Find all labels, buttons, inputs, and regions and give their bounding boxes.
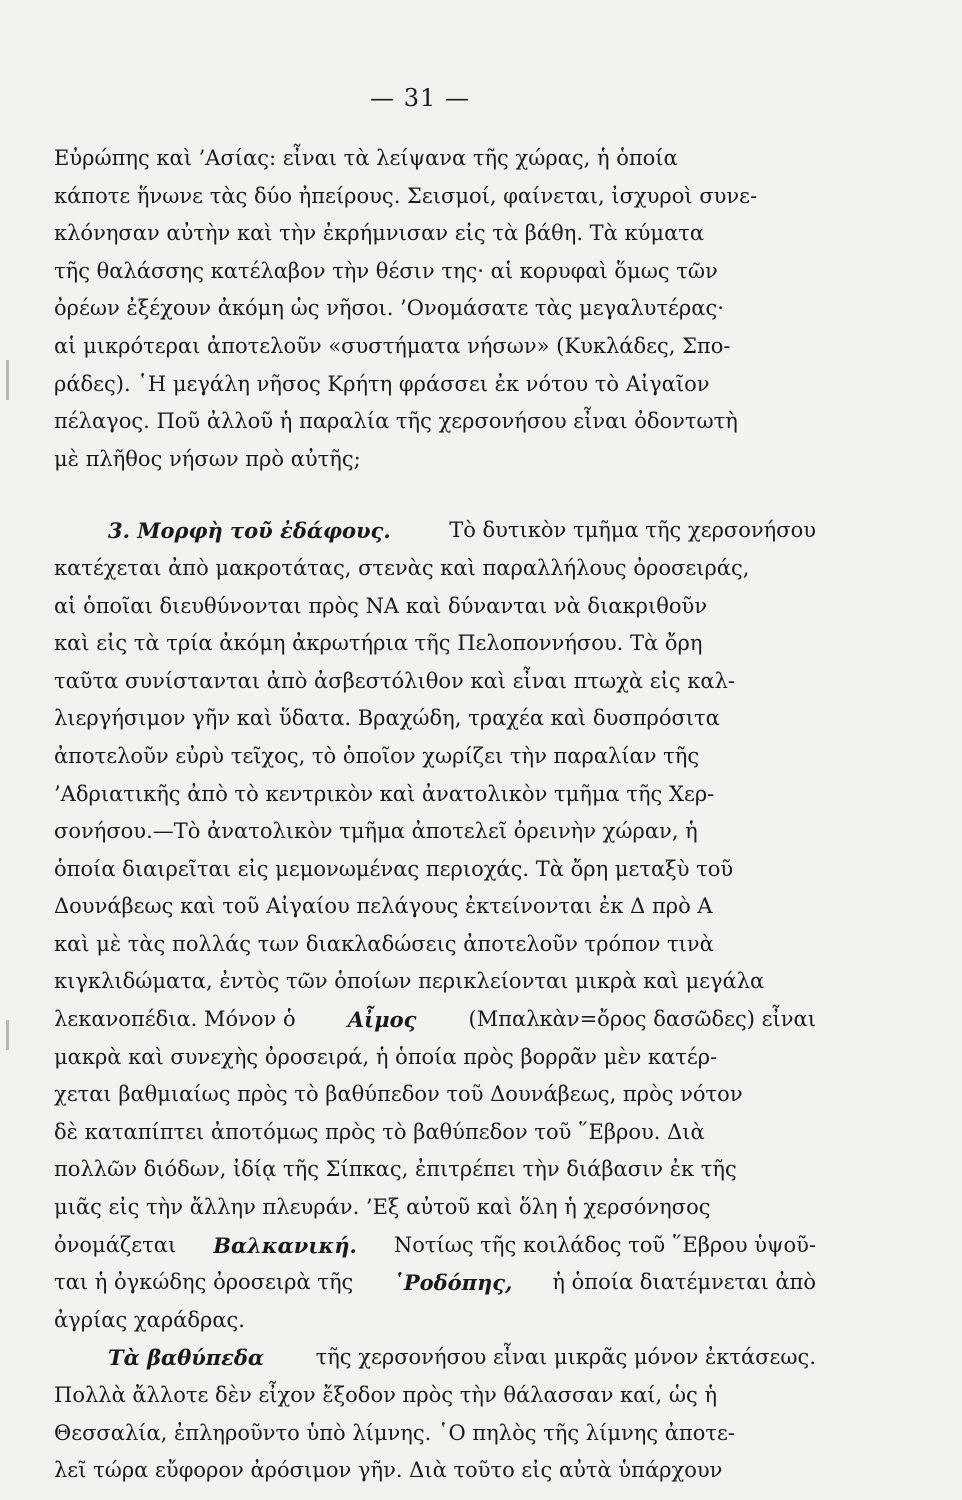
text-segment: ταῦτα συνίστανται ἀπὸ ἀσβεστόλιθον καὶ εἶναι πτωχὰ εἰς καλ- <box>54 668 736 693</box>
text-line <box>54 1076 816 1114</box>
binding-shadow <box>6 360 9 400</box>
text-segment: λιεργήσιμον γῆν καὶ ὕδατα. Βραχώδη, τραχέα καὶ δυσπρόσιτα <box>54 706 720 731</box>
text-segment: ὀρέων ἐξέχουν ἀκόμη ὡς νῆσοι. ’Ονομάσατε τὰς μεγαλυτέρας· <box>54 296 724 321</box>
section-heading: 3. Μορφὴ τοῦ ἐδάφους. <box>108 518 391 544</box>
text-segment: κατέχεται ἀπὸ μακροτάτας, στενὰς καὶ παραλλήλους ὀροσειράς, <box>54 555 750 580</box>
paragraph-gap <box>54 478 816 512</box>
text-segment: λεῖ τώρα εὔφορον ἀρόσιμον γῆν. Διὰ τοῦτο εἰς αὐτὰ ὑπάρχουν <box>54 1458 723 1483</box>
text-segment: Δουνάβεως καὶ τοῦ Αἰγαίου πελάγους ἐκτείνονται ἐκ Δ πρὸ Α <box>54 894 713 919</box>
text-line <box>54 776 816 814</box>
text-segment: καὶ εἰς τὰ τρία ἀκόμη ἀκρωτήρια τῆς Πελοποννήσου. Τὰ ὄρη <box>54 631 703 656</box>
text-segment: (Μπαλκὰν=ὄρος δασῶδες) εἶναι <box>468 1007 816 1032</box>
text-line <box>54 512 816 550</box>
text-line <box>54 1151 816 1189</box>
text-line <box>54 1452 816 1490</box>
body-text <box>54 140 816 1490</box>
text-line <box>54 1415 816 1453</box>
text-segment: Τὸ δυτικὸν τμῆμα τῆς χερσονήσου <box>449 518 816 543</box>
text-line <box>54 1227 816 1265</box>
binding-shadow <box>6 1020 9 1050</box>
text-segment: Εὐρώπης καὶ ’Ασίας: εἶναι τὰ λείψανα τῆς χώρας, ἡ ὁποία <box>54 146 678 170</box>
text-segment: δὲ καταπίπτει ἀποτόμως πρὸς τὸ βαθύπεδον τοῦ ῞Εβρου. Διὰ <box>54 1119 705 1144</box>
text-segment: μακρὰ καὶ συνεχὴς ὀροσειρά, ἡ ὁποία πρὸς βορρᾶν μὲν κατέρ- <box>54 1044 718 1069</box>
text-segment: μὲ πλῆθος νήσων πρὸ αὐτῆς; <box>54 446 361 471</box>
text-segment: αἱ μικρότεραι ἀποτελοῦν «συστήματα νήσων» (Κυκλάδες, Σπο- <box>54 333 731 358</box>
text-line <box>54 851 816 889</box>
text-line <box>54 1302 816 1340</box>
text-line <box>54 366 816 404</box>
text-line <box>54 1339 816 1377</box>
text-segment: ἀγρίας χαράδρας. <box>54 1307 245 1332</box>
text-line <box>54 1264 816 1302</box>
text-line <box>54 588 816 626</box>
text-line <box>54 700 816 738</box>
text-segment: Πολλὰ ἄλλοτε δὲν εἶχον ἔξοδον πρὸς τὴν θάλασσαν καί, ὡς ἡ <box>54 1383 718 1407</box>
text-segment: μιᾶς εἰς τὴν ἄλλην πλευράν. ’Εξ αὐτοῦ καὶ ὅλη ἡ χερσόνησος <box>54 1195 711 1220</box>
text-segment: λεκανοπέδια. Μόνον ὁ <box>54 1007 296 1032</box>
text-line <box>54 1114 816 1152</box>
text-line <box>54 888 816 926</box>
page-number: — 31 — <box>370 84 470 112</box>
text-line <box>54 1001 816 1039</box>
text-segment: ὁποία διαιρεῖται εἰς μεμονωμένας περιοχάς. Τὰ ὄρη μεταξὺ τοῦ <box>54 856 734 881</box>
text-line <box>54 1189 816 1227</box>
text-line <box>54 926 816 964</box>
text-segment: κάποτε ἥνωνε τὰς δύο ἠπείρους. Σεισμοί, φαίνεται, ἰσχυροὶ συνε- <box>54 183 758 208</box>
text-line <box>54 215 816 253</box>
text-line <box>54 963 816 1001</box>
text-line <box>54 328 816 366</box>
text-segment: πέλαγος. Ποῦ ἀλλοῦ ἡ παραλία τῆς χερσονήσου εἶναι ὀδοντωτὴ <box>54 409 738 434</box>
text-line <box>54 663 816 701</box>
text-segment: ται ἡ ὀγκώδης ὀροσειρὰ τῆς <box>54 1270 354 1295</box>
text-line <box>54 441 816 479</box>
text-line <box>54 253 816 291</box>
text-line <box>54 140 816 178</box>
text-line <box>54 738 816 776</box>
text-segment: ’Αδριατικῆς ἀπὸ τὸ κεντρικὸν καὶ ἀνατολικὸν τμῆμα τῆς Χερ- <box>54 781 715 806</box>
emphasized-term: Αἶμος <box>347 1007 417 1033</box>
text-segment: ἡ ὁποία διατέμνεται ἀπὸ <box>552 1270 816 1295</box>
paragraph <box>54 1339 816 1489</box>
text-line <box>54 403 816 441</box>
text-line <box>54 550 816 588</box>
text-segment: αἱ ὁποῖαι διευθύνονται πρὸς ΝΑ καὶ δύνανται νὰ διακριθοῦν <box>54 593 708 618</box>
text-segment: κλόνησαν αὐτὴν καὶ τὴν ἐκρήμνισαν εἰς τὰ βάθη. Τὰ κύματα <box>54 221 705 246</box>
text-segment: Νοτίως τῆς κοιλάδος τοῦ ῞Εβρου ὑψοῦ- <box>393 1232 816 1257</box>
text-line <box>54 178 816 216</box>
text-segment: Θεσσαλία, ἐπληροῦντο ὑπὸ λίμνης. ῾Ο πηλὸς τῆς λίμνης ἀποτε- <box>54 1420 735 1445</box>
text-segment: καὶ μὲ τὰς πολλάς των διακλαδώσεις ἀποτελοῦν τρόπον τινὰ <box>54 931 714 956</box>
text-line <box>54 625 816 663</box>
text-segment: ράδες). ῾Η μεγάλη νῆσος Κρήτη φράσσει ἐκ νότου τὸ Αἰγαῖον <box>54 371 710 396</box>
text-line <box>54 290 816 328</box>
text-segment: τῆς χερσονήσου εἶναι μικρᾶς μόνον ἐκτάσεως. <box>315 1345 816 1370</box>
text-line <box>54 1377 816 1415</box>
paragraph <box>54 140 816 478</box>
text-segment: ἀποτελοῦν εὐρὺ τεῖχος, τὸ ὁποῖον χωρίζει τὴν παραλίαν τῆς <box>54 743 700 768</box>
text-segment: ὀνομάζεται <box>54 1232 177 1257</box>
emphasized-term: Βαλκανική. <box>213 1232 357 1258</box>
emphasized-term: Τὰ βαθύπεδα <box>108 1345 265 1371</box>
text-line <box>54 813 816 851</box>
text-segment: χεται βαθμιαίως πρὸς τὸ βαθύπεδον τοῦ Δουνάβεως, πρὸς νότον <box>54 1082 743 1107</box>
text-segment: πολλῶν διόδων, ἰδίᾳ τῆς Σίπκας, ἐπιτρέπει τὴν διάβασιν ἐκ τῆς <box>54 1157 737 1182</box>
text-segment: τῆς θαλάσσης κατέλαβον τὴν θέσιν της· αἱ κορυφαὶ ὅμως τῶν <box>54 258 718 283</box>
text-line <box>54 1039 816 1077</box>
text-segment: κιγκλιδώματα, ἐντὸς τῶν ὁποίων περικλείονται μικρὰ καὶ μεγάλα <box>54 969 765 994</box>
paragraph <box>54 512 816 1339</box>
emphasized-term: ῾Ροδόπης, <box>393 1270 513 1296</box>
text-segment: σονήσου.—Τὸ ἀνατολικὸν τμῆμα ἀποτελεῖ ὀρεινὴν χώραν, ἡ <box>54 819 698 844</box>
